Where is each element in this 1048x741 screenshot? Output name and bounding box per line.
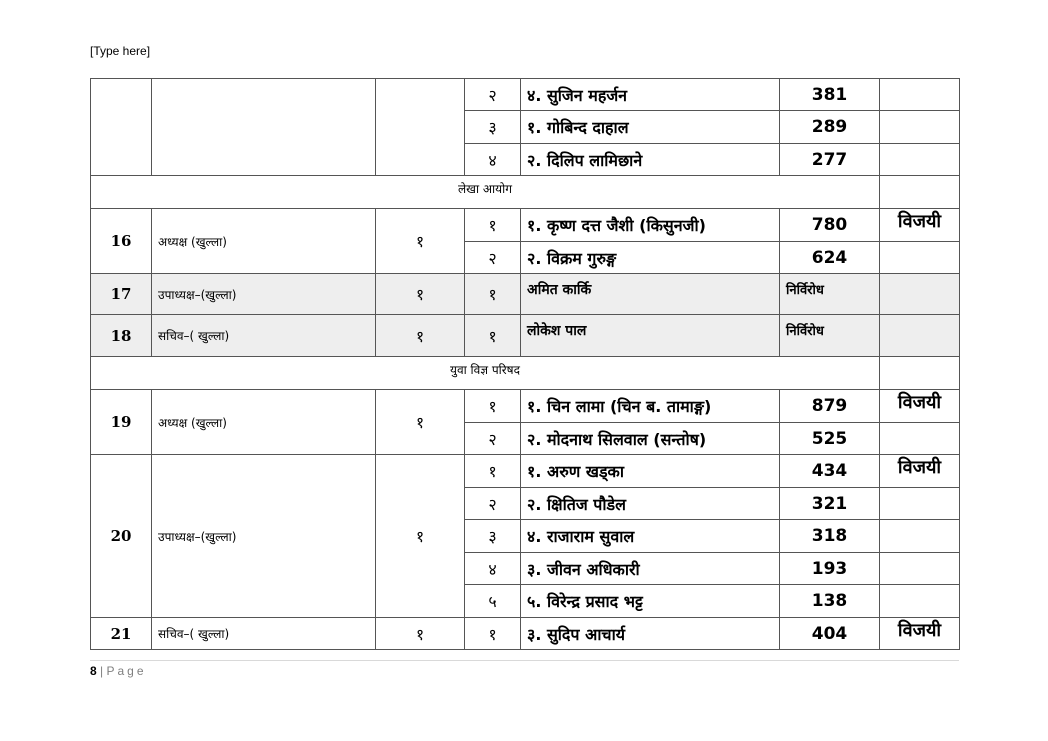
rank-cell: ५ <box>465 585 521 618</box>
candidate-name: लोकेश पाल <box>521 315 780 357</box>
candidate-name: ५. विरेन्द्र प्रसाद भट्ट <box>521 585 780 618</box>
table-row <box>91 455 960 488</box>
result-cell <box>880 315 960 357</box>
rank-cell: २ <box>465 488 521 520</box>
vote-count: 321 <box>780 488 880 520</box>
post-title: अध्यक्ष (खुल्ला) <box>152 390 376 455</box>
seats-cell <box>376 79 465 176</box>
rank-cell: १ <box>465 390 521 423</box>
result-cell <box>880 357 960 390</box>
unopposed-label: निर्विरोध <box>780 315 880 357</box>
vote-count: 404 <box>780 618 880 650</box>
table-row <box>91 79 960 111</box>
rank-cell: ३ <box>465 111 521 144</box>
serial-number: 20 <box>91 455 152 618</box>
post-title: उपाध्यक्ष–(खुल्ला) <box>152 274 376 315</box>
section-title: लेखा आयोग <box>91 176 880 209</box>
serial-number: 16 <box>91 209 152 274</box>
winner-label: विजयी <box>880 455 960 488</box>
vote-count: 879 <box>780 390 880 423</box>
section-row <box>91 176 960 209</box>
serial-number: 21 <box>91 618 152 650</box>
seat-count: १ <box>376 209 465 274</box>
candidate-name: ४. राजाराम सुवाल <box>521 520 780 553</box>
candidate-name: १. अरुण खड्का <box>521 455 780 488</box>
candidate-name: ३. जीवन अधिकारी <box>521 553 780 585</box>
table-row <box>91 390 960 423</box>
candidate-name: १. कृष्ण दत्त जैशी (किसुनजी) <box>521 209 780 242</box>
serial-cell <box>91 79 152 176</box>
result-cell <box>880 423 960 455</box>
vote-count: 277 <box>780 144 880 176</box>
rank-cell: १ <box>465 209 521 242</box>
candidate-name: २. क्षितिज पौडेल <box>521 488 780 520</box>
seat-count: १ <box>376 618 465 650</box>
table-row <box>91 315 960 357</box>
table-row <box>91 209 960 242</box>
rank-cell: २ <box>465 79 521 111</box>
rank-cell: १ <box>465 618 521 650</box>
seat-count: १ <box>376 390 465 455</box>
rank-cell: १ <box>465 274 521 315</box>
vote-count: 780 <box>780 209 880 242</box>
serial-number: 17 <box>91 274 152 315</box>
rank-cell: २ <box>465 242 521 274</box>
vote-count: 525 <box>780 423 880 455</box>
winner-label: विजयी <box>880 209 960 242</box>
rank-cell: ४ <box>465 553 521 585</box>
vote-count: 624 <box>780 242 880 274</box>
vote-count: 318 <box>780 520 880 553</box>
section-title: युवा विज्ञ परिषद <box>91 357 880 390</box>
seat-count: १ <box>376 274 465 315</box>
candidate-name: ३. सुदिप आचार्य <box>521 618 780 650</box>
result-cell <box>880 176 960 209</box>
vote-count: 289 <box>780 111 880 144</box>
candidate-name: २. मोदनाथ सिलवाल (सन्तोष) <box>521 423 780 455</box>
candidate-name: ४. सुजिन महर्जन <box>521 79 780 111</box>
serial-number: 19 <box>91 390 152 455</box>
header-placeholder: [Type here] <box>90 44 151 58</box>
candidate-name: अमित कार्कि <box>521 274 780 315</box>
result-cell <box>880 553 960 585</box>
winner-label: विजयी <box>880 390 960 423</box>
table-row <box>91 618 960 650</box>
rank-cell: १ <box>465 455 521 488</box>
page-number: 8 <box>90 664 97 678</box>
footer-separator: | <box>100 664 104 678</box>
result-cell <box>880 585 960 618</box>
result-cell <box>880 144 960 176</box>
post-title: उपाध्यक्ष–(खुल्ला) <box>152 455 376 618</box>
post-title: सचिव–( खुल्ला) <box>152 315 376 357</box>
post-title: अध्यक्ष (खुल्ला) <box>152 209 376 274</box>
serial-number: 18 <box>91 315 152 357</box>
result-cell <box>880 520 960 553</box>
winner-label: विजयी <box>880 618 960 650</box>
seat-count: १ <box>376 455 465 618</box>
candidate-name: १. चिन लामा (चिन ब. तामाङ्ग) <box>521 390 780 423</box>
page-word: Page <box>106 664 147 678</box>
vote-count: 434 <box>780 455 880 488</box>
rank-cell: ३ <box>465 520 521 553</box>
page-footer <box>90 664 147 678</box>
result-cell <box>880 242 960 274</box>
result-cell <box>880 111 960 144</box>
unopposed-label: निर्विरोध <box>780 274 880 315</box>
candidate-name: १. गोबिन्द दाहाल <box>521 111 780 144</box>
section-row <box>91 357 960 390</box>
rank-cell: ४ <box>465 144 521 176</box>
candidate-name: २. विक्रम गुरुङ्ग <box>521 242 780 274</box>
rank-cell: १ <box>465 315 521 357</box>
election-results-table <box>90 78 960 650</box>
footer-divider <box>90 660 959 661</box>
result-cell <box>880 488 960 520</box>
seat-count: १ <box>376 315 465 357</box>
table-row <box>91 274 960 315</box>
vote-count: 138 <box>780 585 880 618</box>
result-cell <box>880 274 960 315</box>
candidate-name: २. दिलिप लामिछाने <box>521 144 780 176</box>
vote-count: 381 <box>780 79 880 111</box>
rank-cell: २ <box>465 423 521 455</box>
post-cell <box>152 79 376 176</box>
post-title: सचिव–( खुल्ला) <box>152 618 376 650</box>
vote-count: 193 <box>780 553 880 585</box>
result-cell <box>880 79 960 111</box>
